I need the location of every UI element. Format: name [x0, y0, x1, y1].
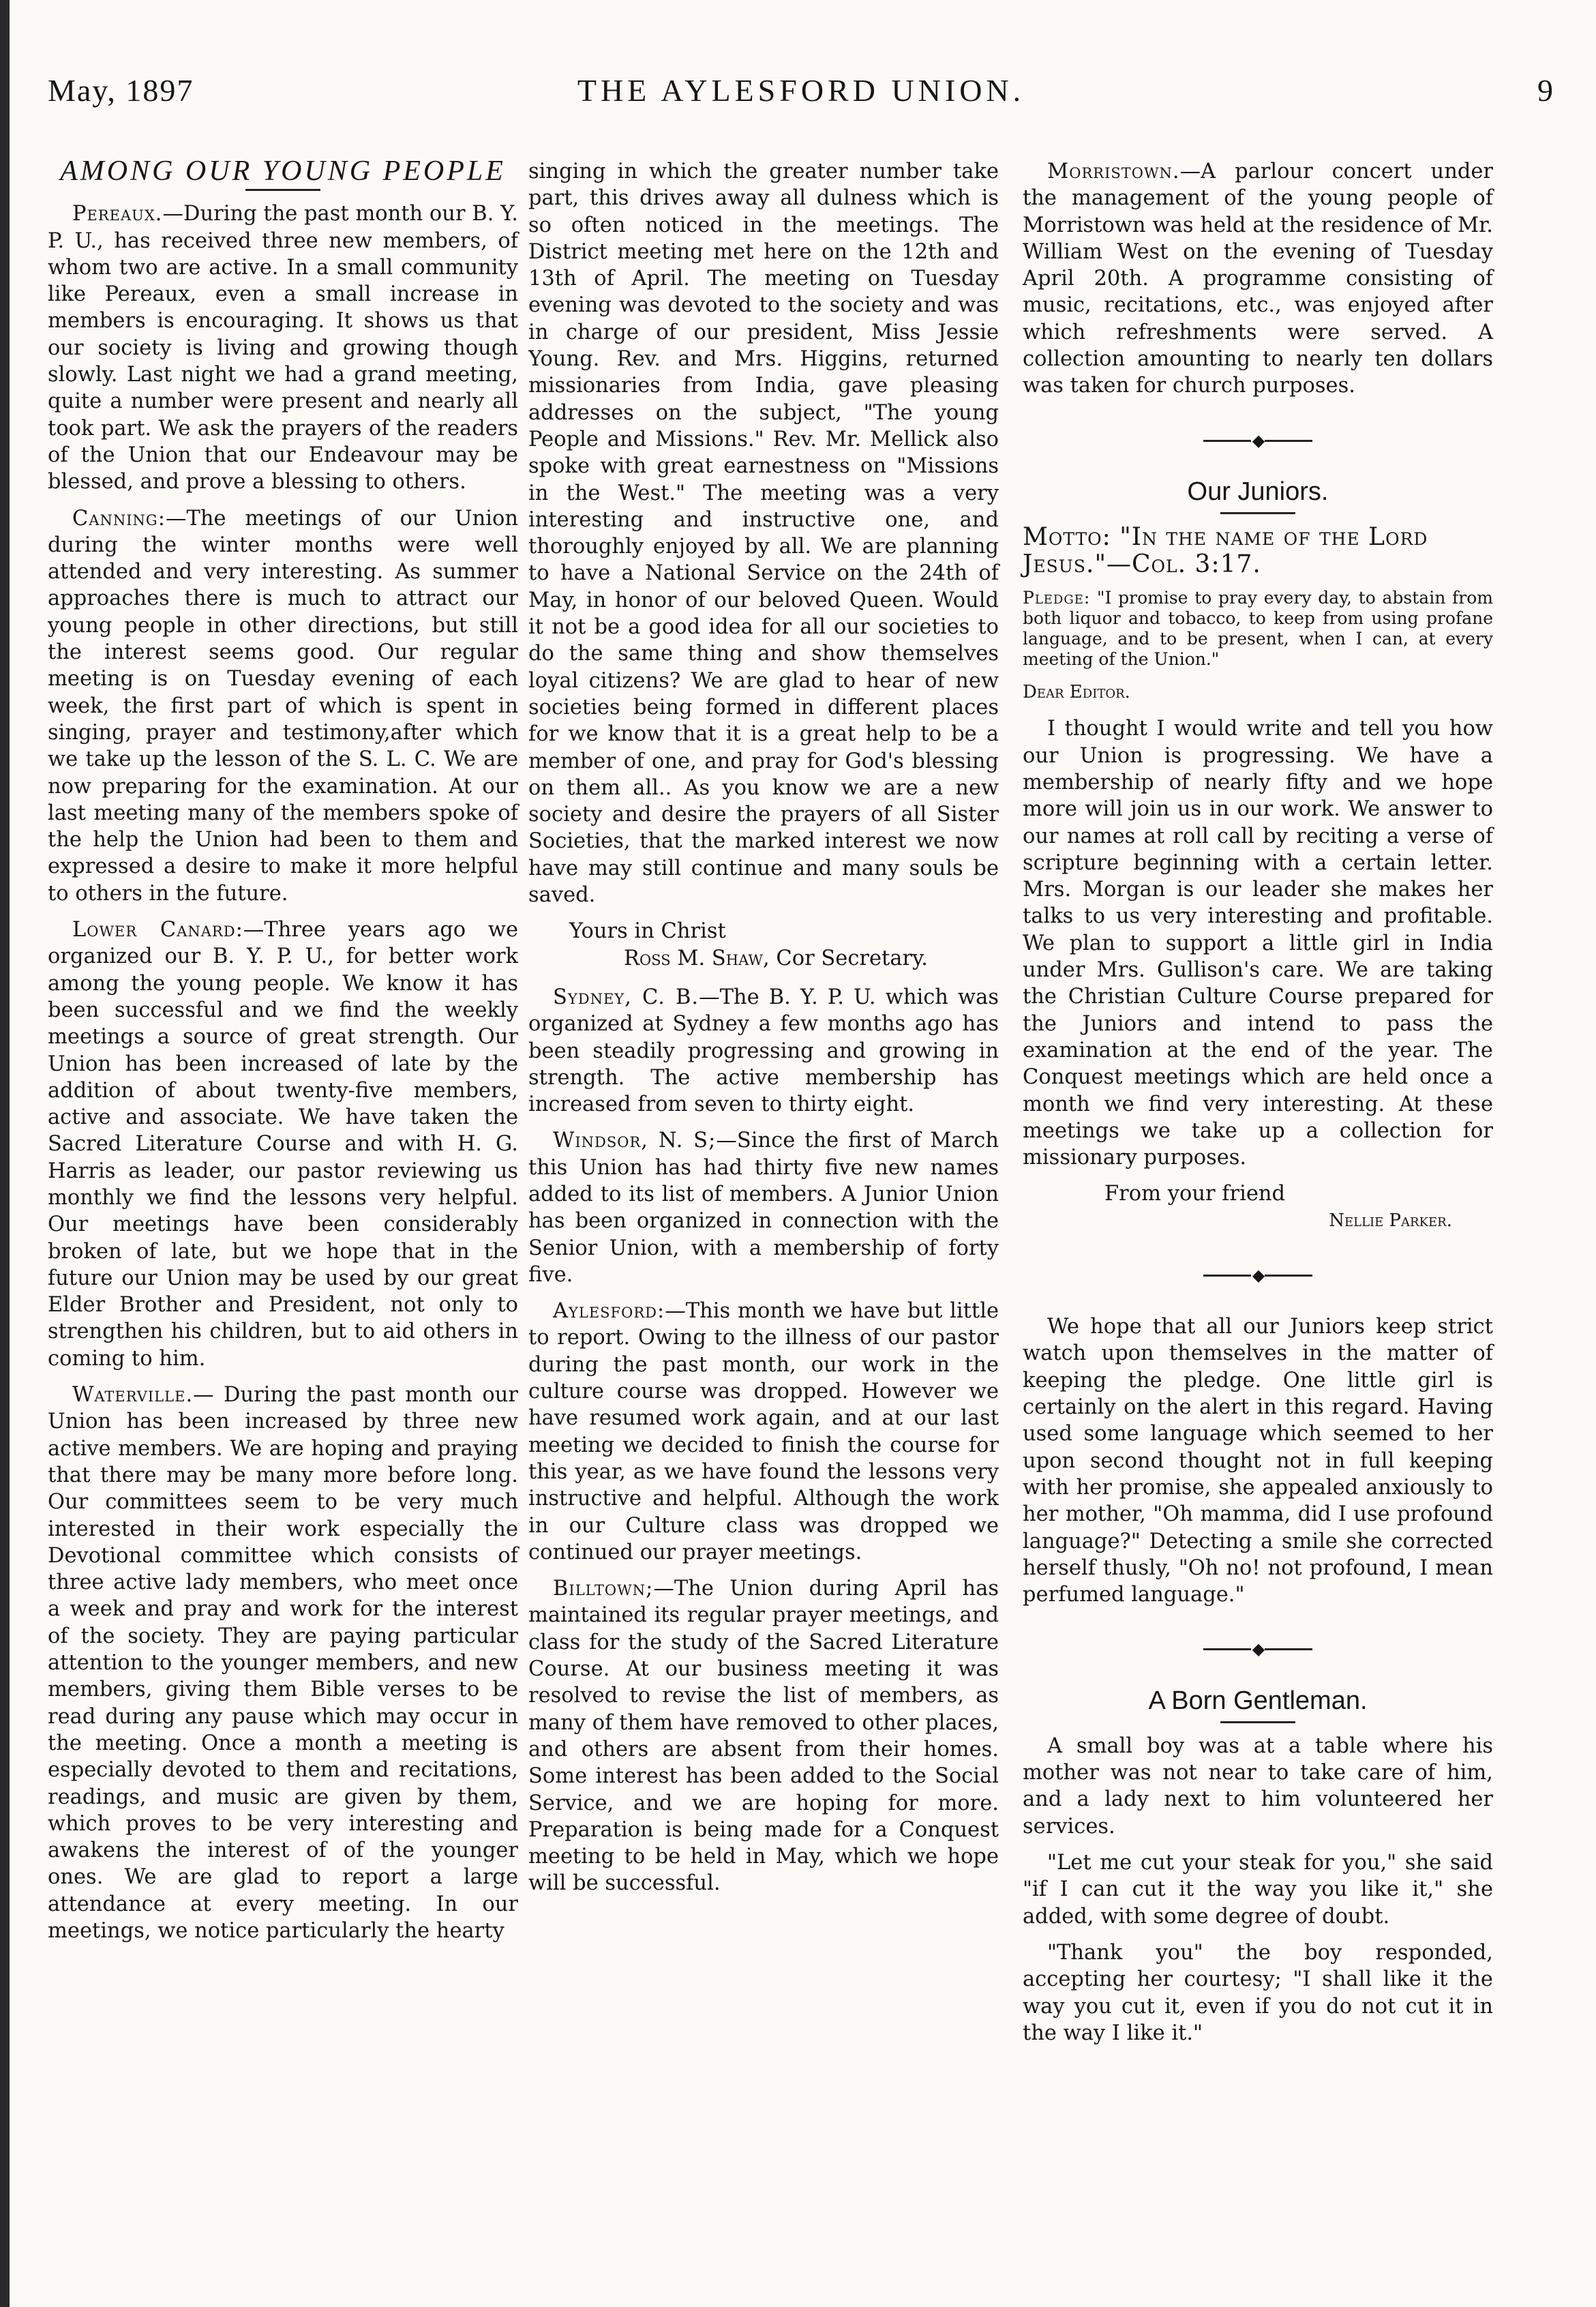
title-rule	[245, 189, 320, 191]
report-canning: Canning:—The meetings of our Union during the winter months were well attended and very interesting. As summer approaches there is much to attract our young people in other directions, but still the interest seems good. Our regular meeting is on Tuesday evening of each week, the first part of which is spent in singing, prayer and testimony,after which we take up the lesson of the S. L. C. We are now preparing for the examination. At our last meeting many of the members spoke of the help the Union had been to them and expressed a desire to make it more helpful to others in the future.	[48, 506, 518, 906]
report-aylesford: Aylesford:—This month we have but little to report. Owing to the illness of our pastor during the past month, our work in the culture course was dropped. However we have resumed work again, and at our last meeting we decided to finish the course for this year, as we have found the lessons very instructive and helpful. Although the work in our Culture class was dropped we continued our prayer meetings.	[528, 1299, 999, 1564]
section-title-young-people: AMONG OUR YOUNG PEOPLE	[60, 155, 506, 187]
issue-date: May, 1897	[48, 73, 194, 108]
letter-closing: From your friend	[1104, 1182, 1286, 1206]
title-rule	[1220, 512, 1295, 514]
signature-closing: Yours in Christ	[569, 919, 726, 944]
report-morristown: Morristown.—A parlour concert under the management of the young people of Morristown was held at the residence of Mr. William West on the evening of Tuesday April 20th. A programme consisting of music, recitations, etc., was enjoyed after which refreshments were served. A collection amounting to nearly ten dollars was taken for church purposes.	[1023, 160, 1493, 398]
gentleman-para-2: "Let me cut your steak for you," she said "if I can cut it the way you like it," she added, with some degree of doubt.	[1023, 1851, 1493, 1929]
title-rule	[1220, 1721, 1295, 1723]
ornament-divider: ◆	[1023, 427, 1493, 454]
report-sydney: Sydney, C. B.—The B. Y. P. U. which was organized at Sydney a few months ago has been steadily progressing and growing in strength. The active membership has increased from seven to thirty eight.	[528, 985, 999, 1117]
signature-name: Ross M. Shaw, Cor Secretary.	[624, 946, 928, 970]
report-lower-canard: Lower Canard:—Three years ago we organized our B. Y. P. U., for better work among the young people. We know it has been successful and we find the weekly meetings a source of great strength. Our Union has been increased of late by the addition of about twenty-five members, active and associate. We have taken the Sacred Literature Course and with H. G. Harris as leader, our pastor reviewing us monthly we find the lessons very helpful. Our meetings have been considerably broken of late, but we hope that in the future our Union may be used by our great Elder Brother and President, not only to strengthen his children, but to aid others in coming to him.	[48, 918, 518, 1371]
newspaper-title: THE AYLESFORD UNION.	[577, 73, 1025, 108]
gentleman-para-1: A small boy was at a table where his mother was not near to take care of him, and a lady next to him volunteered her services.	[1023, 1733, 1493, 1839]
letter-body: I thought I would write and tell you how our Union is progressing. We have a membership of nearly fifty and we hope more will join us in our work. We answer to our names at roll call by reciting a verse of scripture beginning with a certain letter. Mrs. Morgan is our leader she makes her talks to us very interesting and profitable. We plan to support a little girl in India under Mrs. Gullison's care. We are taking the Christian Culture Course prepared for the Juniors and intend to pass the examination at the end of the year. The Conquest meetings which are held once a month we find very interesting. At these meetings we take up a collection for missionary purposes.	[1023, 717, 1493, 1170]
juniors-motto: Motto: "In the name of the Lord Jesus."—Col. 3:17.	[1023, 523, 1428, 579]
report-pereaux: Pereaux.—During the past month our B. Y. P. U., has received three new members, of whom two are active. In a small community like Pereaux, even a small increase in members is encouraging. It shows us that our society is living and growing though slowly. Last night we had a grand meeting, quite a number were present and nearly all took part. We ask the prayers of the readers of the Union that our Endeavour may be blessed, and prove a blessing to others.	[48, 202, 518, 494]
report-waterville: Waterville.— During the past month our Union has been increased by three new active members. We are hoping and praying that there may be many more before long. Our committees seem to be very much interested in their work especially the Devotional committee which consists of three active lady members, who meet once a week and pray and work for the interest of the society. They are paying particular attention to the younger members, and new members, giving them Bible verses to be read during any pause which may occur in the meeting. Once a month a meeting is especially devoted to them and recitations, readings, and music are given by them, which proves to be very interesting and awakens the interest of of the younger ones. We are glad to report a large attendance at every meeting. In our meetings, we notice particularly the hearty	[48, 1383, 518, 1943]
gentleman-para-3: "Thank you" the boy responded, accepting her courtesy; "I shall like it the way you cut it, even if you do not cut it in the way I like it."	[1023, 1940, 1493, 2045]
column-2	[528, 158, 999, 1907]
letter-salutation: Dear Editor.	[1023, 682, 1130, 703]
page-number: 9	[1537, 73, 1554, 108]
report-waterville-continued: singing in which the greater number take part, this drives away all dulness which is so often noticed in the meetings. The District meeting met here on the 12th and 13th of April. The meeting on Tuesday evening was devoted to the society and was in charge of our president, Miss Jessie Young. Rev. and Mrs. Higgins, returned missionaries from India, gave pleasing addresses on the subject, "The young People and Missions." Rev. Mr. Mellick also spoke with great earnestness on "Missions in the West." The meeting was a very interesting and instructive one, and thoroughly enjoyed by all. We are planning to have a National Service on the 24th of May, in honor of our beloved Queen. Would it not be a good idea for all our societies to do the same thing and show themselves loyal citizens? We are glad to hear of new societies being formed in different places for we know that it is a great help to be a member of one, and pray for God's blessing on them all.. As you know we are a new society and desire the prayers of all Sister Societies, that the marked interest we now have may still continue and many souls be saved.	[528, 160, 999, 908]
juniors-anecdote: We hope that all our Juniors keep strict watch upon themselves in the matter of keeping the pledge. One little girl is certainly on the alert in this regard. Having used some language which seemed to her upon second thought not in full keeping with her promise, she appealed anxiously to her mother, "Oh mamma, did I use profound language?" Detecting a smile she corrected herself thusly, "Oh no! not profound, I mean perfumed language."	[1023, 1315, 1493, 1607]
ornament-divider: ◆	[1023, 1262, 1493, 1289]
letter-signature: Nellie Parker.	[1329, 1210, 1452, 1231]
column-3	[1023, 158, 1493, 2056]
juniors-pledge: Pledge: "I promise to pray every day, to abstain from both liquor and tobacco, to keep from using profane language, and to be present, when I can, at every meeting of the Union."	[1023, 588, 1493, 670]
section-title-gentleman: A Born Gentleman.	[1148, 1686, 1368, 1715]
page-edge-shadow	[0, 0, 10, 2307]
column-1	[48, 155, 518, 1954]
section-title-juniors: Our Juniors.	[1187, 477, 1329, 506]
report-windsor: Windsor, N. S;—Since the first of March this Union has had thirty five new names added to its list of members. A Junior Union has been organized in connection with the Senior Union, with a membership of forty five.	[528, 1129, 999, 1287]
report-billtown: Billtown;—The Union during April has maintained its regular prayer meetings, and class for the study of the Sacred Literature Course. At our business meeting it was resolved to revise the list of members, as many of them have removed to other places, and others are absent from their homes. Some interest has been added to the Social Service, and we are hoping for more. Preparation is being made for a Conquest meeting to be held in May, which we hope will be successful.	[528, 1577, 999, 1896]
page-header	[48, 72, 1554, 120]
ornament-divider: ◆	[1023, 1635, 1493, 1663]
